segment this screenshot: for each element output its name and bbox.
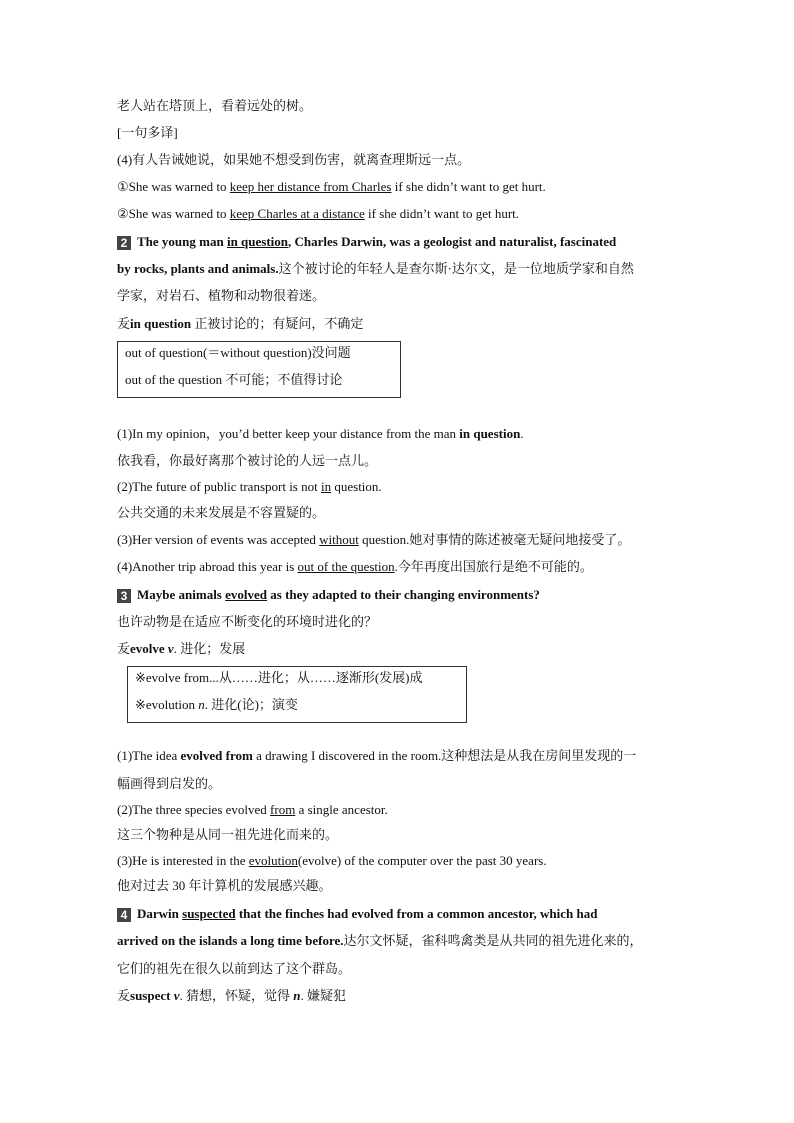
phrase-box — [117, 341, 401, 398]
cn-text: 幅画得到启发的。 — [117, 776, 222, 791]
key-sentence-3 — [117, 586, 540, 604]
note-line — [117, 640, 245, 658]
en-text: (3)Her version of events was accepted — [117, 532, 320, 547]
en-text: a drawing I discovered in the room.这种想法是从我在房间里发现的一 — [252, 748, 637, 763]
underlined-phrase: out of the question — [297, 559, 395, 574]
note-marker: 叐 — [117, 641, 131, 656]
en-text: The young man — [137, 234, 227, 249]
en-text: that the finches had evolved from a common ancestor, which had — [235, 906, 598, 921]
en-text: .今年再度出国旅行是绝不可能的。 — [394, 559, 593, 574]
en-text: Darwin — [137, 906, 183, 921]
text-line — [117, 775, 221, 793]
part-of-speech: v — [164, 641, 174, 656]
en-text: arrived on the islands a long time before. — [117, 933, 344, 948]
key-sentence-4 — [117, 905, 597, 923]
en-text: by rocks, plants and animals. — [117, 261, 279, 276]
part-of-speech: n — [293, 988, 301, 1003]
en-text: , Charles Darwin, was a geologist and naturalist, fascinated — [288, 234, 617, 249]
en-text: (1)In my opinion，you’d better keep your distance from the man — [117, 426, 460, 441]
text-line — [117, 877, 332, 895]
example-line — [117, 852, 547, 870]
example-line — [117, 747, 636, 765]
text-line — [117, 178, 546, 196]
note-line — [117, 315, 363, 333]
cn-text: 达尔文怀疑，雀科鸣禽类是从共同的祖先进化来的， — [343, 933, 643, 948]
text-line — [117, 826, 338, 844]
cn-text: 公共交通的未来发展是不容置疑的。 — [117, 505, 326, 520]
underlined-phrase: evolved — [225, 587, 268, 602]
en-text: (4)Another trip abroad this year is — [117, 559, 298, 574]
cn-text: 这三个物种是从同一祖先进化而来的。 — [117, 827, 339, 842]
en-text: if she didn’t want to get hurt. — [391, 179, 546, 194]
definition: . 嫌疑犯 — [300, 988, 347, 1003]
underlined-phrase: suspected — [182, 906, 236, 921]
en-text: question. — [331, 479, 382, 494]
text-line — [117, 287, 325, 305]
box-text: . 进化(论)；演变 — [204, 697, 298, 712]
keyword: in question — [459, 426, 521, 441]
en-text: (3)He is interested in the — [117, 853, 249, 868]
definition: . 进化；发展 — [173, 641, 246, 656]
cn-text: 它们的祖先在很久以前到达了这个群岛。 — [117, 961, 352, 976]
underlined-phrase: evolution — [248, 853, 298, 868]
en-text: . — [520, 426, 524, 441]
example-line — [117, 801, 388, 819]
underlined-phrase: keep her distance from Charles — [229, 179, 392, 194]
section-number-badge: 2 — [117, 236, 131, 250]
box-text: ※evolution — [135, 697, 199, 712]
keyword: suspect — [130, 988, 171, 1003]
keyword: evolved from — [180, 748, 253, 763]
cn-text: 依我看，你最好离那个被讨论的人远一点儿。 — [117, 453, 378, 468]
text-line — [117, 151, 470, 169]
cn-text: 这个被讨论的年轻人是查尔斯·达尔文，是一位地质学家和自然 — [278, 261, 634, 276]
text-line — [117, 260, 634, 278]
en-text: a single ancestor. — [295, 802, 388, 817]
note-line — [117, 987, 346, 1005]
example-line — [117, 531, 630, 549]
underlined-phrase: keep Charles at a distance — [229, 206, 365, 221]
note-marker: 叐 — [117, 316, 131, 331]
cn-text: 他对过去 30 年计算机的发展感兴趣。 — [117, 878, 332, 893]
en-text: question.她对事情的陈述被毫无疑问地接受了。 — [358, 532, 631, 547]
keyword: evolve — [130, 641, 165, 656]
example-line — [117, 478, 382, 496]
text-line — [117, 960, 351, 978]
en-text: (1)The idea — [117, 748, 181, 763]
en-text: ①She was warned to — [117, 179, 230, 194]
en-text: as they adapted to their changing environments? — [267, 587, 540, 602]
box-row: out of question(＝without question)没问题 — [125, 345, 351, 360]
underlined-phrase: in — [320, 479, 332, 494]
en-text: (evolve) of the computer over the past 30 years. — [297, 853, 547, 868]
en-text: (2)The three species evolved — [117, 802, 271, 817]
section-number-badge: 4 — [117, 908, 131, 922]
text-line — [117, 205, 519, 223]
definition: 正被讨论的；有疑问，不确定 — [191, 316, 364, 331]
part-of-speech: v — [170, 988, 180, 1003]
part-of-speech: n — [198, 697, 205, 712]
en-text: Maybe animals — [137, 587, 226, 602]
cn-sentence: 老人站在塔顶上，看着远处的树。 — [117, 98, 313, 113]
example-line — [117, 425, 524, 443]
box-row: ※evolve from...从……进化；从……逐渐形(发展)成 — [135, 670, 423, 685]
example-line — [117, 558, 593, 576]
underlined-phrase: from — [270, 802, 296, 817]
text-line — [117, 97, 312, 115]
cn-text: 也许动物是在适应不断变化的环境时进化的？ — [117, 614, 378, 629]
note-marker: 叐 — [117, 988, 131, 1003]
en-text: (2)The future of public transport is not — [117, 479, 321, 494]
key-sentence-2 — [117, 233, 616, 251]
text-line — [117, 124, 178, 142]
underlined-phrase: in question — [226, 234, 289, 249]
keyword: in question — [130, 316, 192, 331]
underlined-phrase: without — [319, 532, 359, 547]
definition: . 猜想，怀疑，觉得 — [179, 988, 294, 1003]
text-line — [117, 932, 643, 950]
phrase-box — [127, 666, 467, 723]
box-row — [135, 696, 298, 714]
cn-sentence: (4)有人告诫她说，如果她不想受到伤害，就离查理斯远一点。 — [117, 152, 471, 167]
text-line — [117, 504, 325, 522]
en-text: ②She was warned to — [117, 206, 230, 221]
cn-text: 学家，对岩石、植物和动物很着迷。 — [117, 288, 326, 303]
section-number-badge: 3 — [117, 589, 131, 603]
en-text: if she didn’t want to get hurt. — [364, 206, 520, 221]
box-row: out of the question 不可能；不值得讨论 — [125, 372, 343, 387]
text-line — [117, 452, 377, 470]
text-line — [117, 613, 377, 631]
section-label: [一句多译] — [117, 125, 178, 140]
